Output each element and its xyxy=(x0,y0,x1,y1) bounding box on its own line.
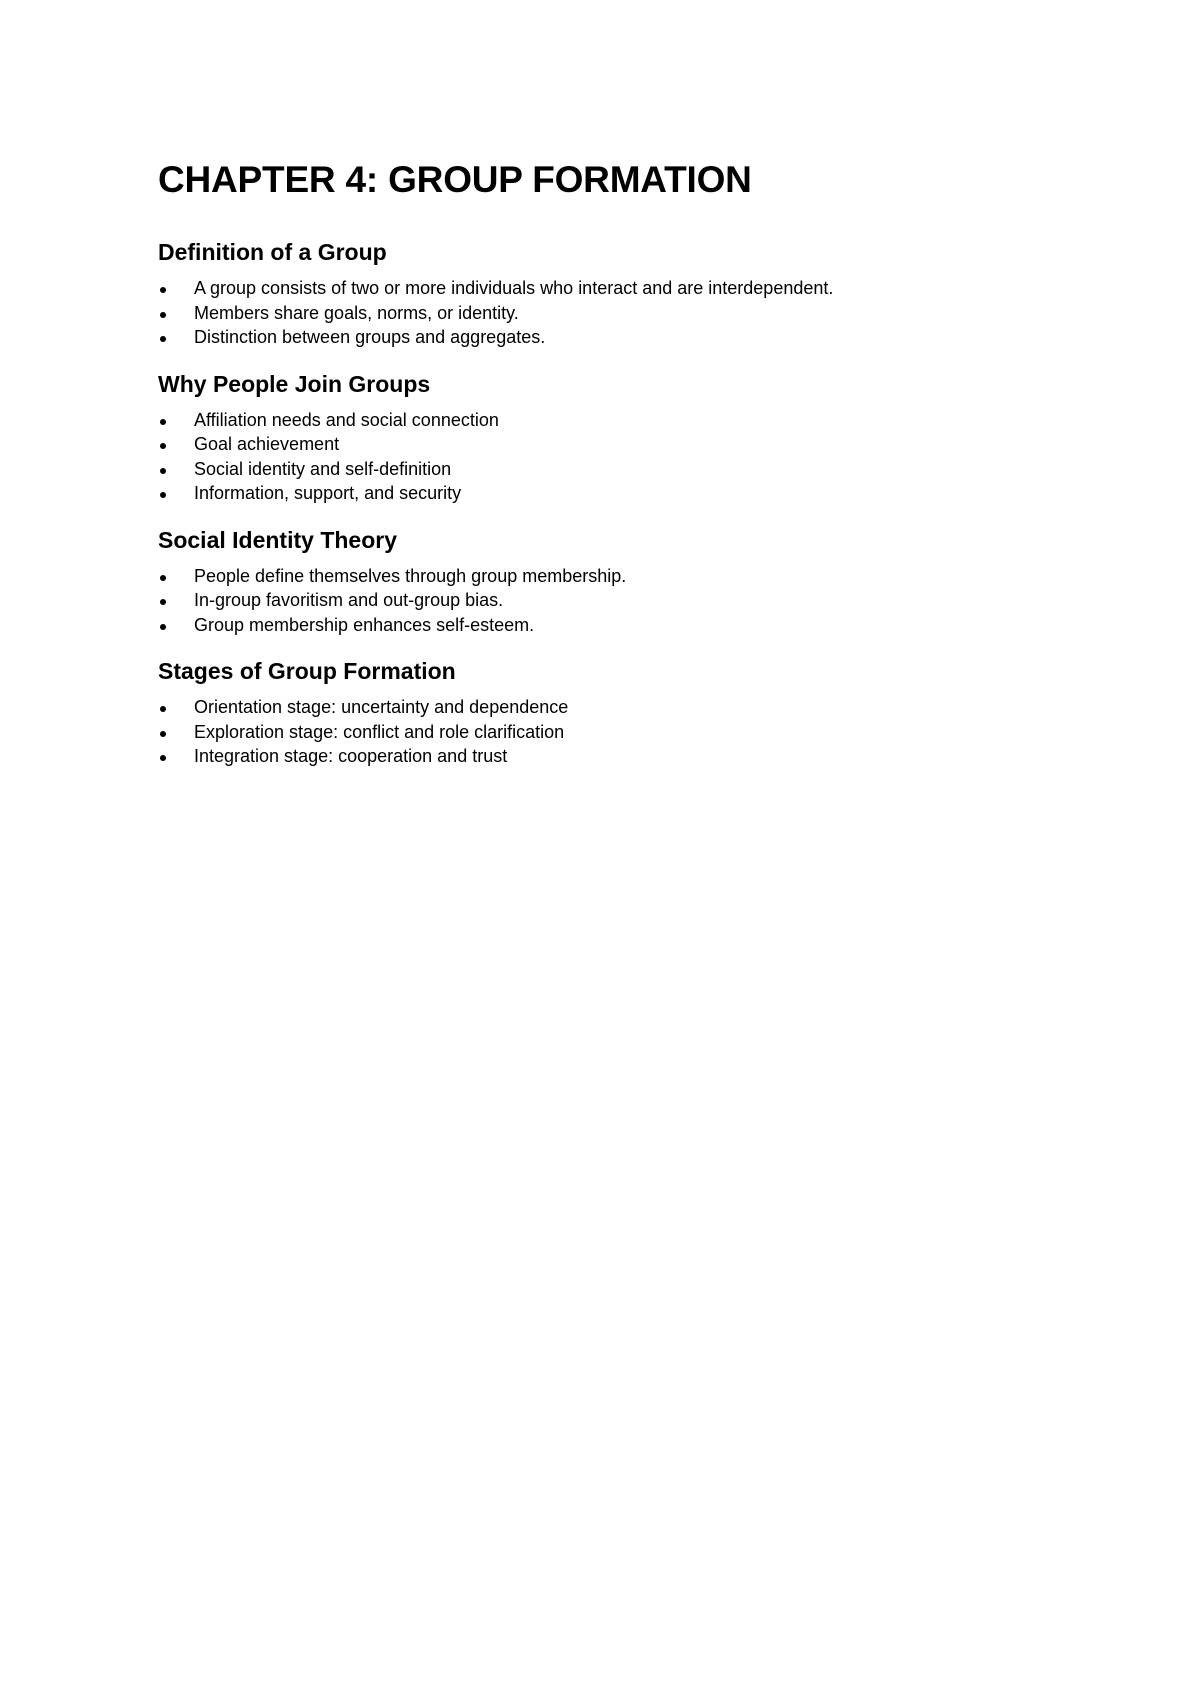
document-page xyxy=(158,158,1058,769)
list-item xyxy=(158,301,1058,326)
bullet-icon xyxy=(160,287,166,293)
bullet-icon xyxy=(160,492,166,498)
list-item xyxy=(158,325,1058,350)
bullet-list xyxy=(158,276,1058,350)
list-item-text: Goal achievement xyxy=(194,434,340,454)
section-heading: Definition of a Group xyxy=(158,239,387,265)
list-item xyxy=(158,613,1058,638)
chapter-title: CHAPTER 4: GROUP FORMATION xyxy=(158,159,752,200)
section-social-identity-theory xyxy=(158,526,1058,638)
list-item xyxy=(158,695,1058,720)
section-why-people-join-groups xyxy=(158,370,1058,506)
list-item-text: Social identity and self-definition xyxy=(194,458,452,479)
list-item xyxy=(158,276,1058,301)
bullet-icon xyxy=(160,312,166,318)
bullet-list xyxy=(158,408,1058,506)
section-heading: Stages of Group Formation xyxy=(158,658,456,684)
bullet-icon xyxy=(160,706,166,712)
bullet-icon xyxy=(160,599,166,605)
section-heading: Why People Join Groups xyxy=(158,370,431,397)
list-item-text: Orientation stage: uncertainty and dependence xyxy=(194,697,569,717)
list-item-text: In-group favoritism and out-group bias. xyxy=(194,590,504,610)
bullet-icon xyxy=(160,755,166,761)
list-item-text: Affiliation needs and social connection xyxy=(194,409,499,430)
bullet-icon xyxy=(160,443,166,449)
list-item-text: Exploration stage: conflict and role clarification xyxy=(194,721,565,742)
list-item xyxy=(158,408,1058,433)
bullet-icon xyxy=(160,575,166,581)
bullet-list xyxy=(158,695,1058,769)
bullet-icon xyxy=(160,624,166,630)
bullet-icon xyxy=(160,731,166,737)
bullet-icon xyxy=(160,468,166,474)
list-item xyxy=(158,744,1058,769)
list-item-text: Members share goals, norms, or identity. xyxy=(194,302,519,323)
list-item xyxy=(158,432,1058,457)
bullet-icon xyxy=(160,419,166,425)
list-item xyxy=(158,481,1058,506)
bullet-list xyxy=(158,564,1058,638)
bullet-icon xyxy=(160,336,166,342)
list-item-text: Distinction between groups and aggregates. xyxy=(194,327,546,347)
list-item-text: Group membership enhances self-esteem. xyxy=(194,614,535,635)
list-item xyxy=(158,564,1058,589)
list-item xyxy=(158,720,1058,745)
list-item-text: Integration stage: cooperation and trust xyxy=(194,746,508,766)
list-item-text: Information, support, and security xyxy=(194,483,462,503)
section-heading: Social Identity Theory xyxy=(158,526,397,553)
list-item xyxy=(158,588,1058,613)
section-stages-of-group-formation xyxy=(158,657,1058,769)
list-item-text: People define themselves through group membership. xyxy=(194,565,627,586)
section-definition-of-a-group xyxy=(158,238,1058,350)
list-item xyxy=(158,457,1058,482)
list-item-text: A group consists of two or more individuals who interact and are interdependent. xyxy=(194,278,834,298)
